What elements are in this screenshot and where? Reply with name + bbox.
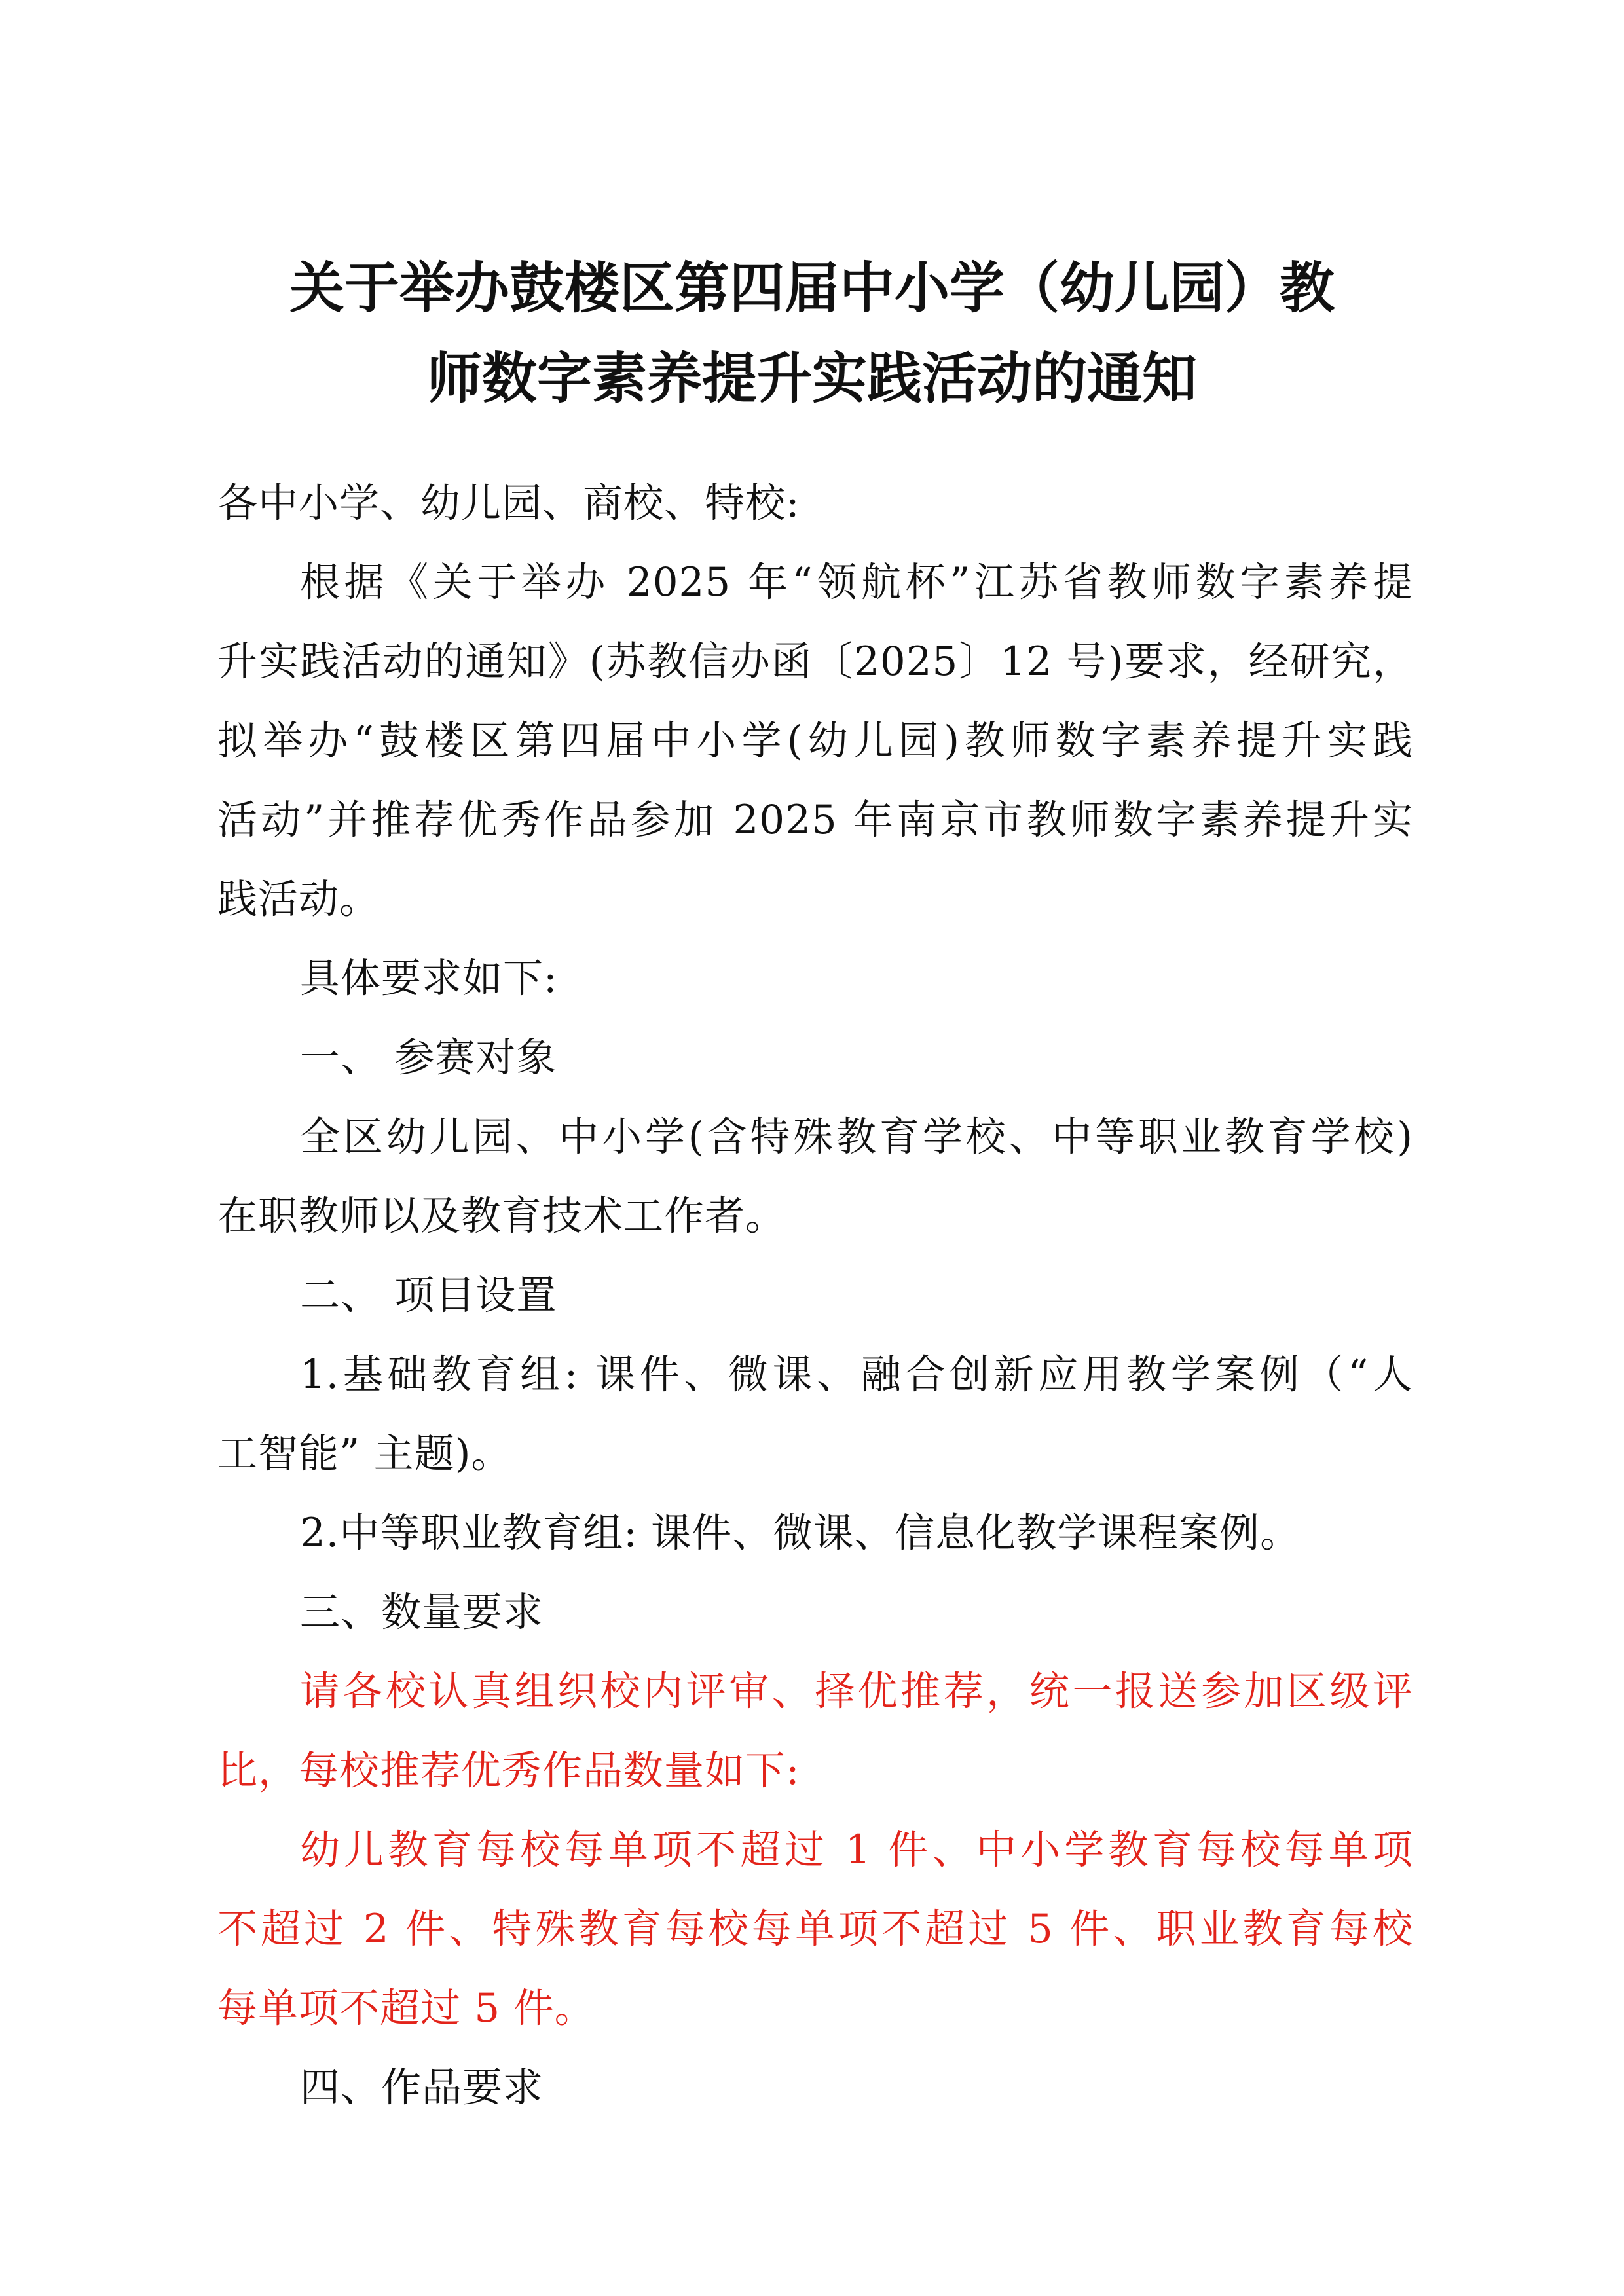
highlight-paragraph-line: 请各校认真组织校内评审、择优推荐，统一报送参加区级评 — [300, 1668, 1413, 1715]
paragraph-line: 2.中等职业教育组: 课件、微课、信息化教学课程案例。 — [300, 1510, 1301, 1556]
paragraph-line: 具体要求如下: — [300, 955, 558, 1002]
paragraph-line: 全区幼儿园、中小学(含特殊教育学校、中等职业教育学校) — [300, 1114, 1413, 1160]
paragraph-line: 活动”并推荐优秀作品参加 2025 年南京市教师数字素养提升实 — [217, 797, 1413, 843]
document-body — [217, 464, 1413, 2127]
paragraph-line: 1.基础教育组: 课件、微课、融合创新应用教学案例（“人 — [300, 1351, 1413, 1398]
document-title-line-1: 关于举办鼓楼区第四届中小学（幼儿园）教 — [289, 256, 1335, 320]
paragraph-line: 工智能” 主题)。 — [217, 1430, 512, 1477]
highlight-paragraph-line: 比，每校推荐优秀作品数量如下: — [217, 1747, 800, 1794]
highlight-paragraph-line: 不超过 2 件、特殊教育每校每单项不超过 5 件、职业教育每校 — [217, 1906, 1413, 1952]
section-heading-4: 四、作品要求 — [300, 2064, 544, 2111]
salutation: 各中小学、幼儿园、商校、特校: — [217, 480, 800, 526]
section-heading-3: 三、数量要求 — [300, 1589, 544, 1635]
paragraph-line: 在职教师以及教育技术工作者。 — [217, 1193, 786, 1239]
section-heading-1: 一、 参赛对象 — [300, 1034, 557, 1081]
highlight-paragraph-line: 每单项不超过 5 件。 — [217, 1985, 595, 2032]
section-heading-2: 二、 项目设置 — [300, 1272, 557, 1319]
document-title-line-2: 师数字素养提升实践活动的通知 — [426, 346, 1197, 410]
paragraph-line: 根据《关于举办 2025 年“领航杯”江苏省教师数字素养提 — [300, 559, 1413, 606]
paragraph-line: 践活动。 — [217, 876, 380, 922]
highlight-paragraph-line: 幼儿教育每校每单项不超过 1 件、中小学教育每校每单项 — [300, 1827, 1413, 1873]
paragraph-line: 拟举办“鼓楼区第四届中小学(幼儿园)教师数字素养提升实践 — [217, 718, 1413, 764]
paragraph-line: 升实践活动的通知》(苏教信办函〔2025〕12 号)要求，经研究， — [217, 638, 1413, 685]
